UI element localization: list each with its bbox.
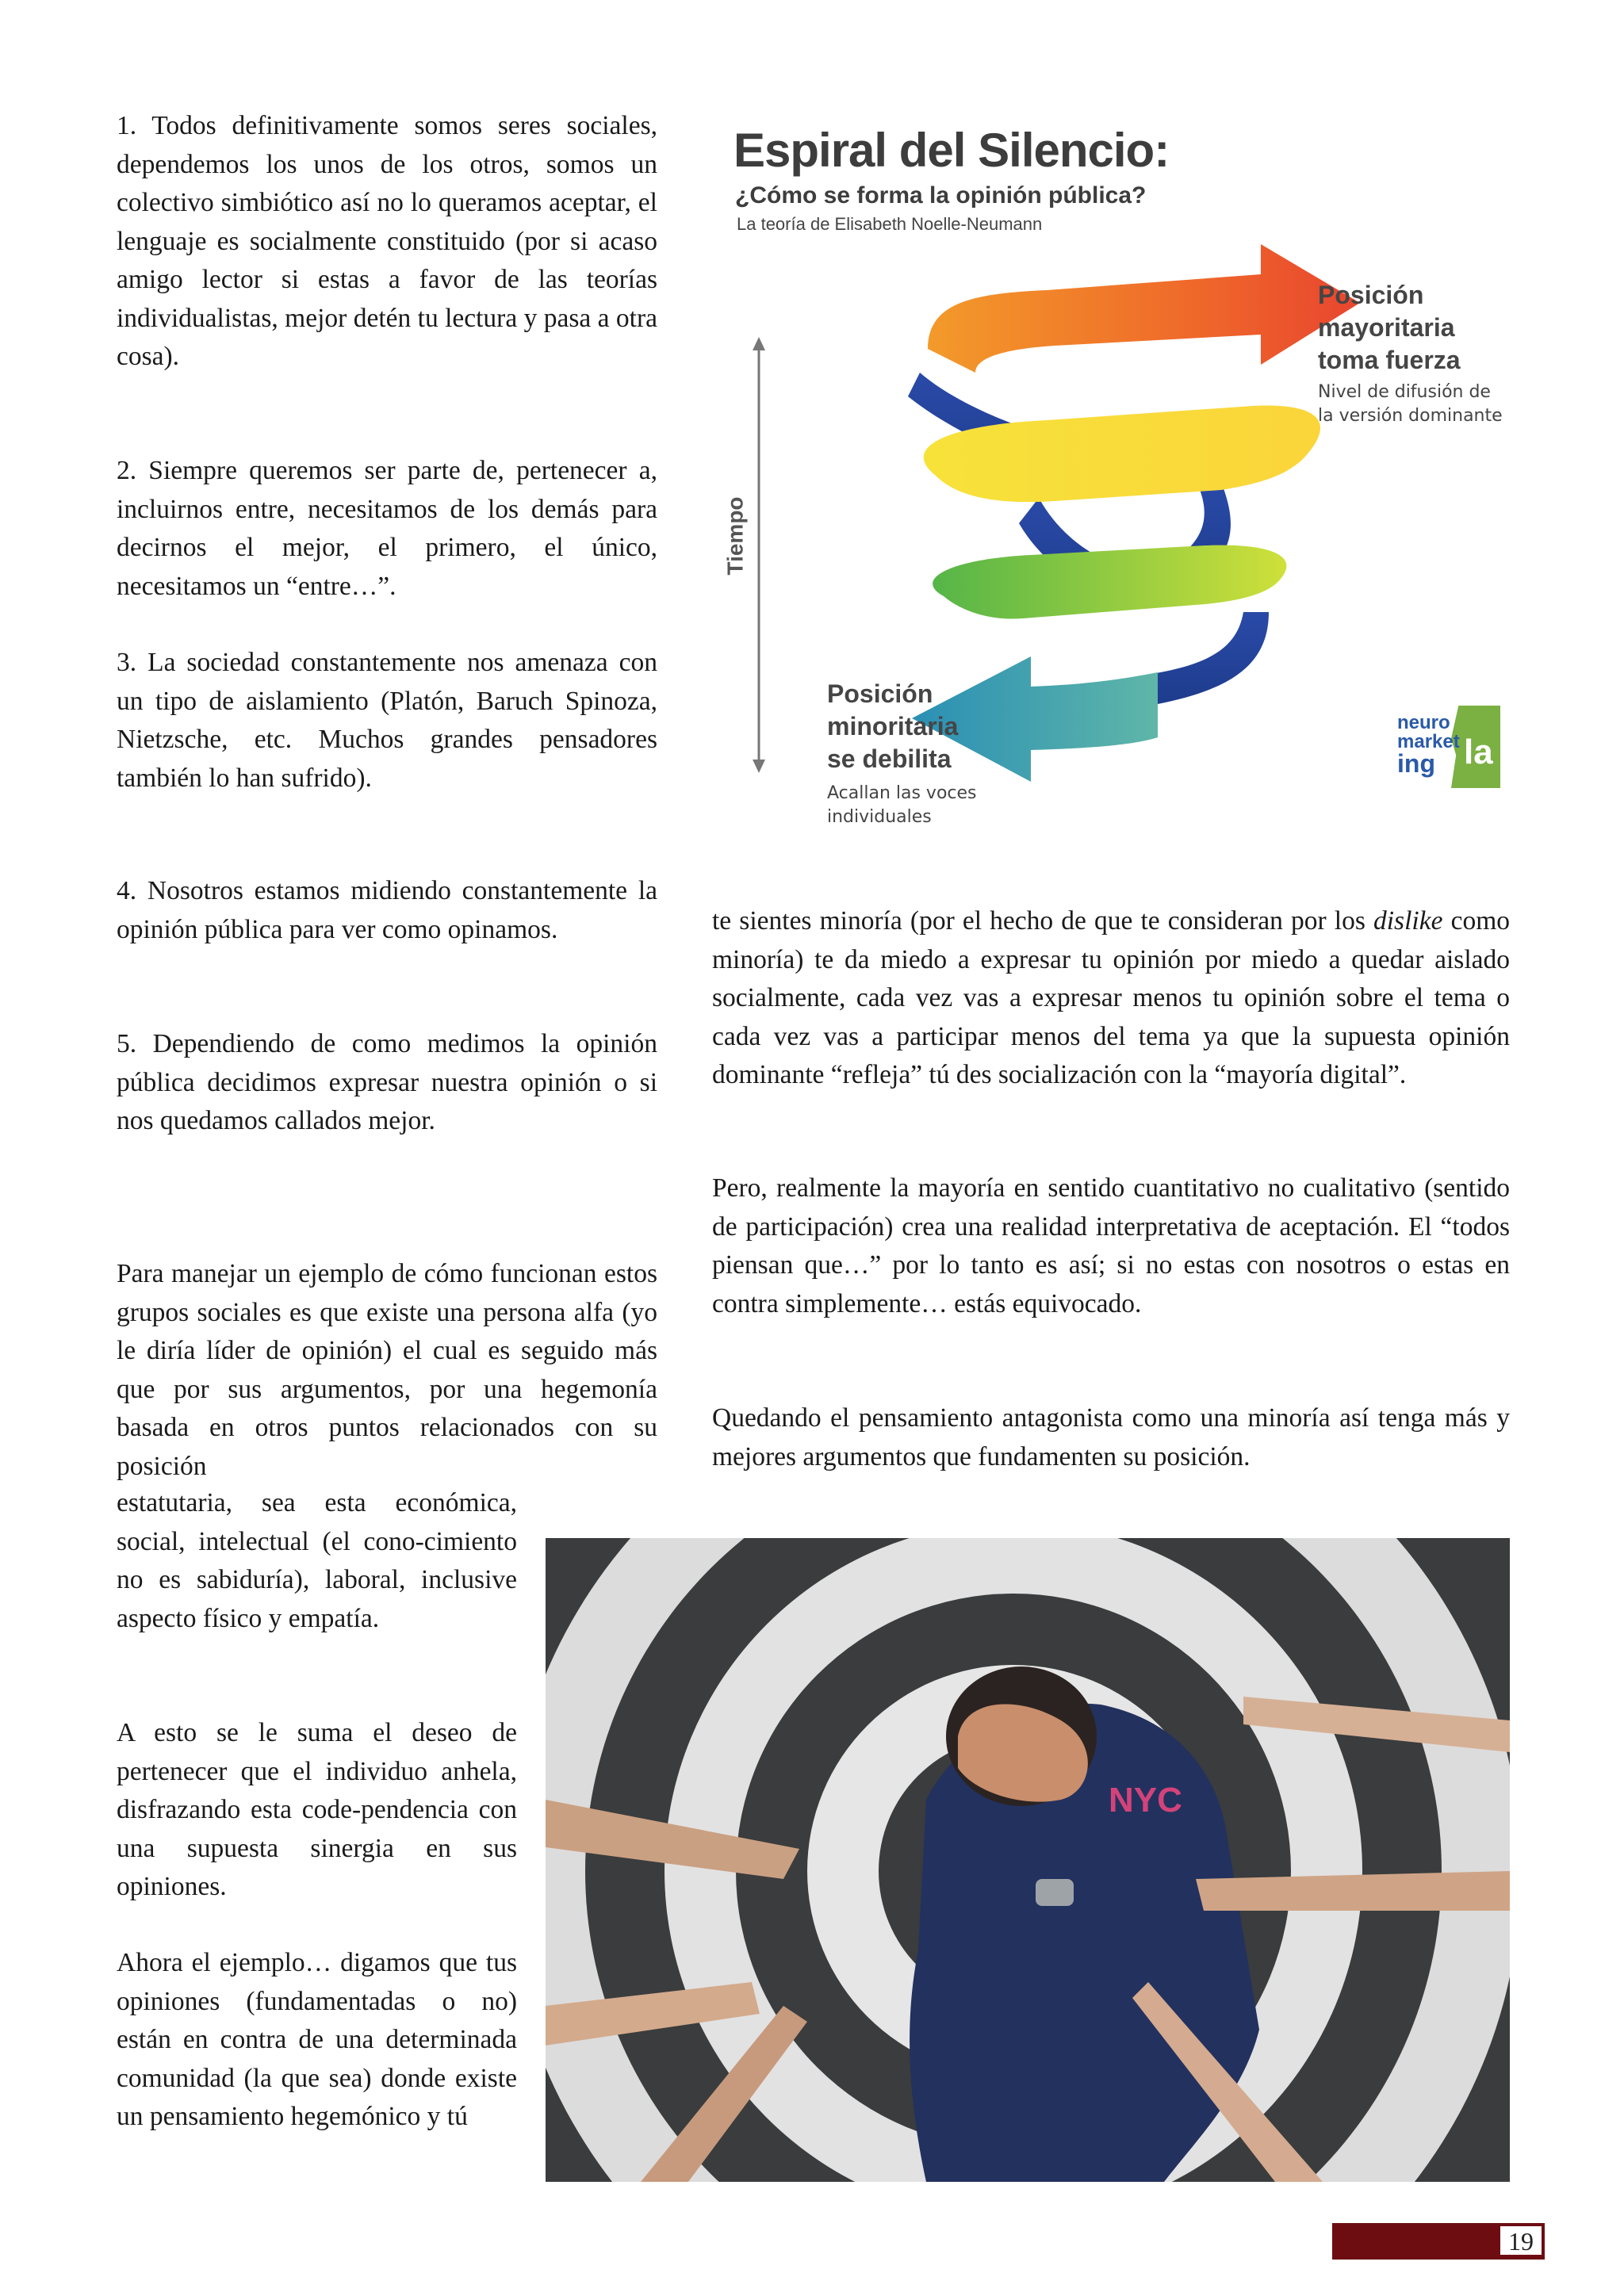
- paragraph-example: Ahora el ejemplo… digamos que tus opiniones (fundamentadas o no) están en contra de una determinada comunidad (la que sea) donde existe un pensamiento hegemónico y tú: [117, 1948, 517, 2131]
- time-axis-arrow-up: [753, 337, 765, 350]
- majority-note-line-2: la versión dominante: [1318, 406, 1503, 426]
- majority-position-label: [1318, 279, 1461, 377]
- photo-illustration: [546, 1538, 1510, 2182]
- majority-label-line-1: Posición: [1318, 281, 1424, 309]
- majority-position-note: [1318, 381, 1503, 428]
- shirt-print: NYC: [1109, 1781, 1182, 1820]
- list-item-1: 1. Todos definitivamente somos seres sociales, dependemos los unos de los otros, somos un colectivo simbiótico así no lo queramos aceptar, el lenguaje es socialmente constituido (por si acaso amigo lector si estas a favor de las teorías individualistas, mejor detén tu lectura y pasa a otra cosa).: [117, 111, 657, 371]
- logo-text-ing: ing: [1397, 749, 1435, 778]
- neuromarketing-logo: [1397, 698, 1508, 793]
- spiral-green-band: [933, 545, 1286, 619]
- list-item-2: 2. Siempre queremos ser parte de, pertenecer a, incluirnos entre, necesitamos de los demás para decirnos el mejor, el primero, el único, necesitamos un “entre…”.: [117, 456, 657, 601]
- dislike-emphasis: dislike: [1373, 906, 1443, 936]
- paragraph-antagonist: Quedando el pensamiento antagonista como una minoría así tenga más y mejores argumentos que fundamenten su posición.: [712, 1403, 1510, 1471]
- minority-label-line-1: Posición: [827, 679, 933, 708]
- minority-position-note: [827, 782, 977, 829]
- paragraph-belonging: A esto se le suma el deseo de pertenecer que el individuo anhela, disfrazando esta code-pendencia con una supuesta sinergia en sus opiniones.: [117, 1718, 517, 1901]
- minority-label-line-3: se debilita: [827, 744, 952, 773]
- list-item-3: 3. La sociedad constantemente nos amenaza con un tipo de aislamiento (Platón, Baruch Spinoza, Nietzsche, etc. Muchos grandes pensadores también lo han sufrido).: [117, 648, 657, 793]
- infographic-title: Espiral del Silencio:: [733, 124, 1170, 177]
- majority-label-line-2: mayoritaria: [1318, 313, 1455, 342]
- spiral-back-band-3: [1142, 612, 1269, 704]
- minority-position-label: [827, 678, 958, 775]
- time-axis-label: Tiempo: [722, 496, 748, 576]
- paragraph-minority: [712, 902, 1510, 1095]
- majority-note-line-1: Nivel de difusión de: [1318, 382, 1491, 402]
- time-axis-arrow-down: [753, 760, 765, 773]
- minority-note-line-1: Acallan las voces: [827, 783, 977, 803]
- list-item-5: 5. Dependiendo de como medimos la opinión pública decidimos expresar nuestra opinión o si nos quedamos callados mejor.: [117, 1029, 657, 1135]
- paragraph-alpha-person-cont: estatutaria, sea esta económica, social, intelectual (el cono-cimiento no es sabiduría), laboral, inclusive aspecto físico y empatía.: [117, 1488, 517, 1633]
- logo-text-neuro: neuro: [1397, 712, 1450, 733]
- spiral-of-silence-infographic: [714, 111, 1522, 840]
- logo-text-la: la: [1464, 733, 1493, 771]
- minority-note-line-2: individuales: [827, 807, 932, 827]
- majority-label-line-3: toma fuerza: [1318, 346, 1461, 374]
- paragraph-minority-start: te sientes minoría (por el hecho de que te consideran por los: [712, 906, 1373, 936]
- spiral-orange-band: [928, 244, 1360, 373]
- infographic-subtitle: ¿Cómo se forma la opinión pública?: [735, 182, 1147, 209]
- pointing-fingers-photo: [546, 1538, 1510, 2182]
- paragraph-majority: Pero, realmente la mayoría en sentido cuantitativo no cualitativo (sentido de participación) crea una realidad interpretativa de aceptación. El “todos piensan que…” por lo tanto es así; si no estas con nosotros o estas en contra simplemente… estás equivocado.: [712, 1173, 1510, 1318]
- paragraph-minority-end: como minoría) te da miedo a expresar tu opinión por miedo a quedar aislado socialmente, cada vez vas a expresar menos tu opinión sobre el tema o cada vez vas a participar menos del tema ya que la supuesta opinión dominante “refleja” tú des socialización con la “mayoría digital”.: [712, 906, 1510, 1089]
- man-watch: [1036, 1879, 1074, 1906]
- list-item-4: 4. Nosotros estamos midiendo constantemente la opinión pública para ver como opinamos.: [117, 876, 657, 944]
- page-number: 19: [1499, 2225, 1543, 2256]
- infographic-credit: La teoría de Elisabeth Noelle-Neumann: [737, 214, 1043, 234]
- paragraph-alpha-person: Para manejar un ejemplo de cómo funcionan estos grupos sociales es que existe una persona alfa (yo le diría líder de opinión) el cual es seguido más que por sus argumentos, por una hegemonía basada en otros puntos relacionados con su posición: [117, 1259, 657, 1481]
- minority-label-line-2: minoritaria: [827, 712, 959, 740]
- logo-text-market: market: [1397, 731, 1460, 752]
